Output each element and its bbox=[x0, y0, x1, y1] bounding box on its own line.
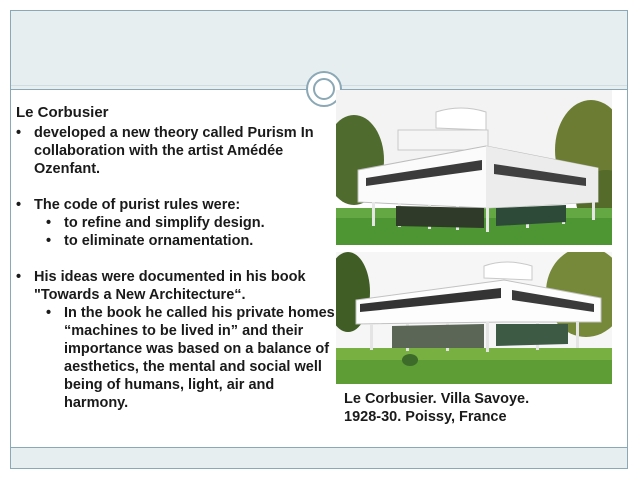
bullet-dot-icon: • bbox=[16, 125, 22, 141]
sub-bullet-2-2 bbox=[16, 232, 336, 250]
villa-savoye-photo-bottom bbox=[336, 252, 612, 384]
sub-bullet-3-1-text: In the book he called his private homes “machines to be lived in” and their importance was based on a balance of aesthetics, the mental and social well being of humans, light, air and harmony. bbox=[64, 305, 335, 411]
bullet-2 bbox=[16, 196, 336, 214]
bullet-dot-icon: • bbox=[46, 215, 52, 231]
photo-caption bbox=[344, 390, 614, 426]
bullet-dot-icon: • bbox=[46, 305, 52, 321]
bullet-1 bbox=[16, 124, 336, 178]
sub-bullet-2-1-text: to refine and simplify design. bbox=[64, 215, 265, 231]
bullet-dot-icon: • bbox=[16, 197, 22, 213]
bullet-3 bbox=[16, 268, 336, 304]
bullet-1-text: developed a new theory called Purism In collaboration with the artist Amédée Ozenfant. bbox=[34, 125, 314, 177]
sub-bullet-3-1 bbox=[16, 304, 336, 412]
sub-bullet-2-1 bbox=[16, 214, 336, 232]
sub-bullet-2-2-text: to eliminate ornamentation. bbox=[64, 233, 254, 249]
bullet-dot-icon: • bbox=[16, 269, 22, 285]
bullet-3-text: His ideas were documented in his book "Towards a New Architecture“. bbox=[34, 269, 306, 303]
caption-line-2: 1928-30. Poissy, France bbox=[344, 409, 507, 425]
slide-body-text bbox=[16, 104, 336, 412]
caption-line-1: Le Corbusier. Villa Savoye. bbox=[344, 391, 530, 407]
slide-title: Le Corbusier bbox=[16, 104, 109, 121]
bullet-2-text: The code of purist rules were: bbox=[34, 197, 241, 213]
villa-savoye-photo-top bbox=[336, 90, 612, 245]
bullet-dot-icon: • bbox=[46, 233, 52, 249]
bottom-band bbox=[11, 447, 627, 468]
